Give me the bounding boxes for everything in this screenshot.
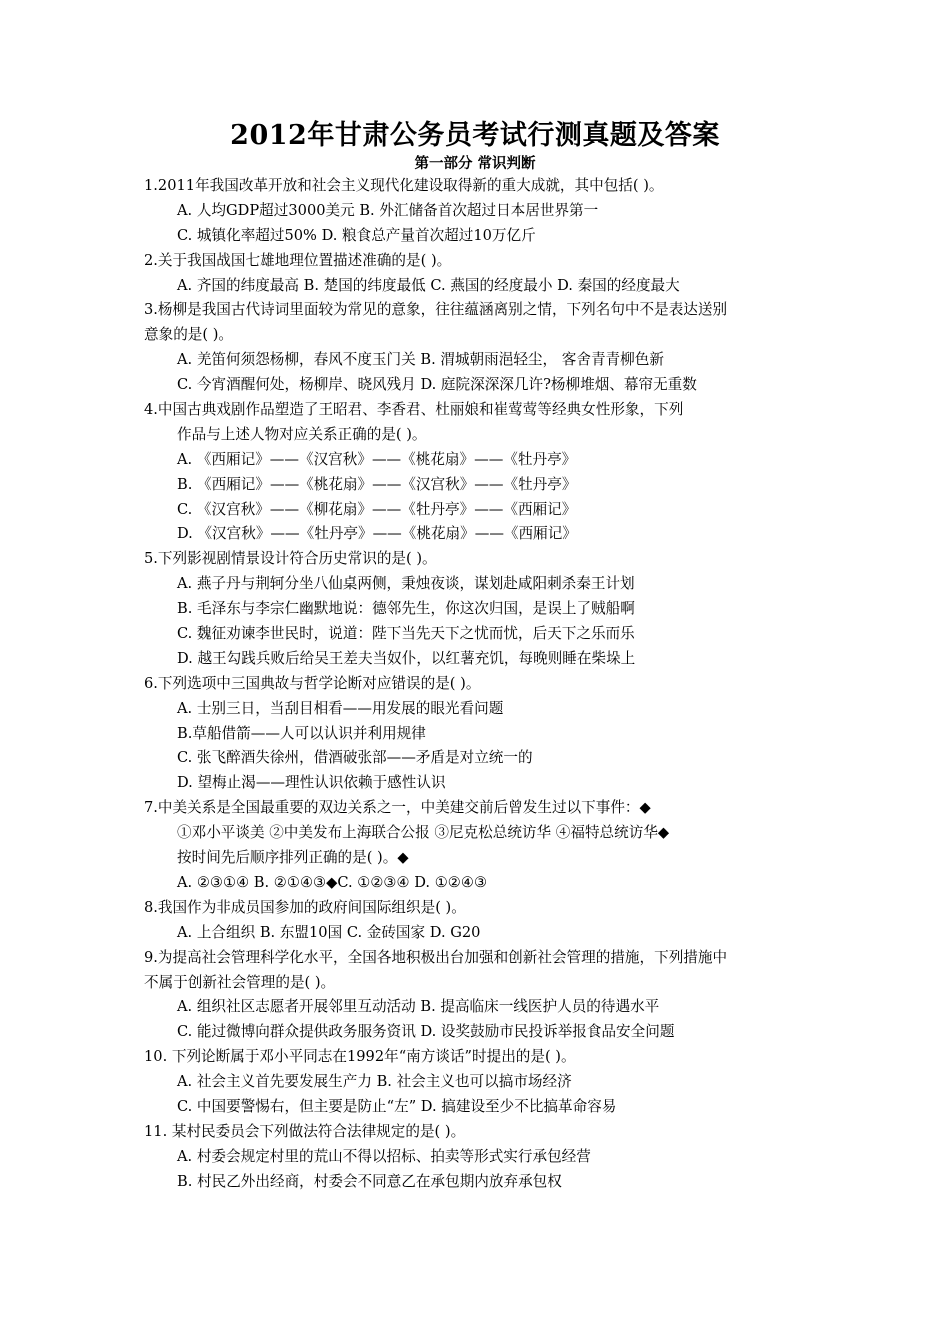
answer-options-line: D. 望梅止渴——理性认识依赖于感性认识 — [177, 774, 446, 792]
answer-options-line: C. 张飞醉酒失徐州，借酒破张部——矛盾是对立统一的 — [177, 749, 533, 767]
question-text-line: 9.为提高社会管理科学化水平，全国各地积极出台加强和创新社会管理的措施，下列措施中 — [144, 948, 728, 966]
answer-options-line: A. 上合组织 B. 东盟10国 C. 金砖国家 D. G20 — [177, 923, 481, 941]
question-text-line: 1.2011年我国改革开放和社会主义现代化建设取得新的重大成就，其中包括( )。 — [144, 177, 664, 194]
answer-options-line: A. 齐国的纬度最高 B. 楚国的纬度最低 C. 燕国的经度最小 D. 秦国的经度最大 — [177, 276, 680, 294]
answer-options-line: B. 村民乙外出经商，村委会不同意乙在承包期内放弃承包权 — [177, 1172, 562, 1190]
answer-options-line: A. 燕子丹与荆轲分坐八仙桌两侧，秉烛夜谈，谋划赴咸阳刺杀秦王计划 — [177, 575, 635, 593]
question-text-line: 4.中国古典戏剧作品塑造了王昭君、李香君、杜丽娘和崔莺莺等经典女性形象，下列 — [144, 401, 684, 419]
question-text-line: 7.中美关系是全国最重要的双边关系之一，中美建交前后曾发生过以下事件：◆ — [144, 799, 651, 817]
section-heading: 第一部分 常识判断 — [414, 155, 536, 172]
answer-options-line: C. 《汉宫秋》——《柳花扇》——《牡丹亭》——《西厢记》 — [177, 500, 577, 518]
question-text-line: 按时间先后顺序排列正确的是( )。◆ — [177, 849, 409, 867]
question-text-line: 11. 某村民委员会下列做法符合法律规定的是( )。 — [144, 1122, 466, 1140]
answer-options-line: A. 《西厢记》——《汉宫秋》——《桃花扇》——《牡丹亭》 — [177, 450, 577, 468]
answer-options-line: B. 毛泽东与李宗仁幽默地说：德邻先生，你这次归国，是误上了贼船啊 — [177, 600, 635, 618]
answer-options-line: D. 《汉宫秋》——《牡丹亭》——《桃花扇》——《西厢记》 — [177, 525, 577, 543]
answer-options-line: A. ②③①④ B. ②①④③◆C. ①②③④ D. ①②④③ — [177, 873, 488, 891]
answer-options-line: C. 城镇化率超过50% D. 粮食总产量首次超过10万亿斤 — [177, 226, 536, 244]
answer-options-line: A. 社会主义首先要发展生产力 B. 社会主义也可以搞市场经济 — [177, 1073, 572, 1091]
question-text-line: ①邓小平谈美 ②中美发布上海联合公报 ③尼克松总统访华 ④福特总统访华◆ — [177, 824, 670, 842]
question-text-line: 6.下列选项中三国典故与哲学论断对应错误的是( )。 — [144, 674, 481, 692]
question-text-line: 3.杨柳是我国古代诗词里面较为常见的意象，往往蕴涵离别之情，下列名句中不是表达送别 — [144, 301, 728, 319]
answer-options-line: A. 人均GDP超过3000美元 B. 外汇储备首次超过日本居世界第一 — [177, 201, 599, 219]
answer-options-line: A. 羌笛何须怨杨柳，春风不度玉门关 B. 渭城朝雨浥轻尘， 客舍青青柳色新 — [177, 351, 664, 369]
question-text-line: 不属于创新社会管理的是( )。 — [144, 973, 336, 991]
question-text-line: 8.我国作为非成员国参加的政府间国际组织是( )。 — [144, 898, 466, 916]
answer-options-line: D. 越王勾践兵败后给吴王差夫当奴仆，以红薯充饥，每晚则睡在柴垛上 — [177, 649, 636, 667]
answer-options-line: C. 魏征劝谏李世民时，说道：陛下当先天下之忧而忧，后天下之乐而乐 — [177, 625, 635, 643]
document-title: 2012年甘肃公务员考试行测真题及答案 — [230, 120, 720, 151]
answer-options-line: C. 今宵酒醒何处，杨柳岸、晓风残月 D. 庭院深深深几许?杨柳堆烟、幕帘无重数 — [177, 376, 697, 394]
question-text-line: 5.下列影视剧情景设计符合历史常识的是( )。 — [144, 550, 437, 568]
answer-options-line: A. 村委会规定村里的荒山不得以招标、拍卖等形式实行承包经营 — [177, 1147, 591, 1165]
answer-options-line: A. 组织社区志愿者开展邻里互动活动 B. 提高临床一线医护人员的待遇水平 — [177, 998, 660, 1016]
question-list — [144, 174, 824, 1195]
answer-options-line: B. 《西厢记》——《桃花扇》——《汉宫秋》——《牡丹亭》 — [177, 475, 577, 493]
answer-options-line: C. 中国要警惕右，但主要是防止“左” D. 搞建设至少不比搞革命容易 — [177, 1097, 617, 1115]
answer-options-line: A. 士别三日，当刮目相看——用发展的眼光看问题 — [177, 699, 504, 717]
question-text-line: 2.关于我国战国七雄地理位置描述准确的是( )。 — [144, 251, 452, 269]
answer-options-line: C. 能过微博向群众提供政务服务资讯 D. 设奖鼓励市民投诉举报食品安全问题 — [177, 1023, 675, 1041]
question-text-line: 10. 下列论断属于邓小平同志在1992年“南方谈话”时提出的是( )。 — [144, 1048, 576, 1066]
answer-options-line: B.草船借箭——人可以认识并利用规律 — [177, 724, 426, 742]
question-text-line: 意象的是( )。 — [144, 326, 233, 344]
question-text-line: 作品与上述人物对应关系正确的是( )。 — [177, 425, 427, 443]
